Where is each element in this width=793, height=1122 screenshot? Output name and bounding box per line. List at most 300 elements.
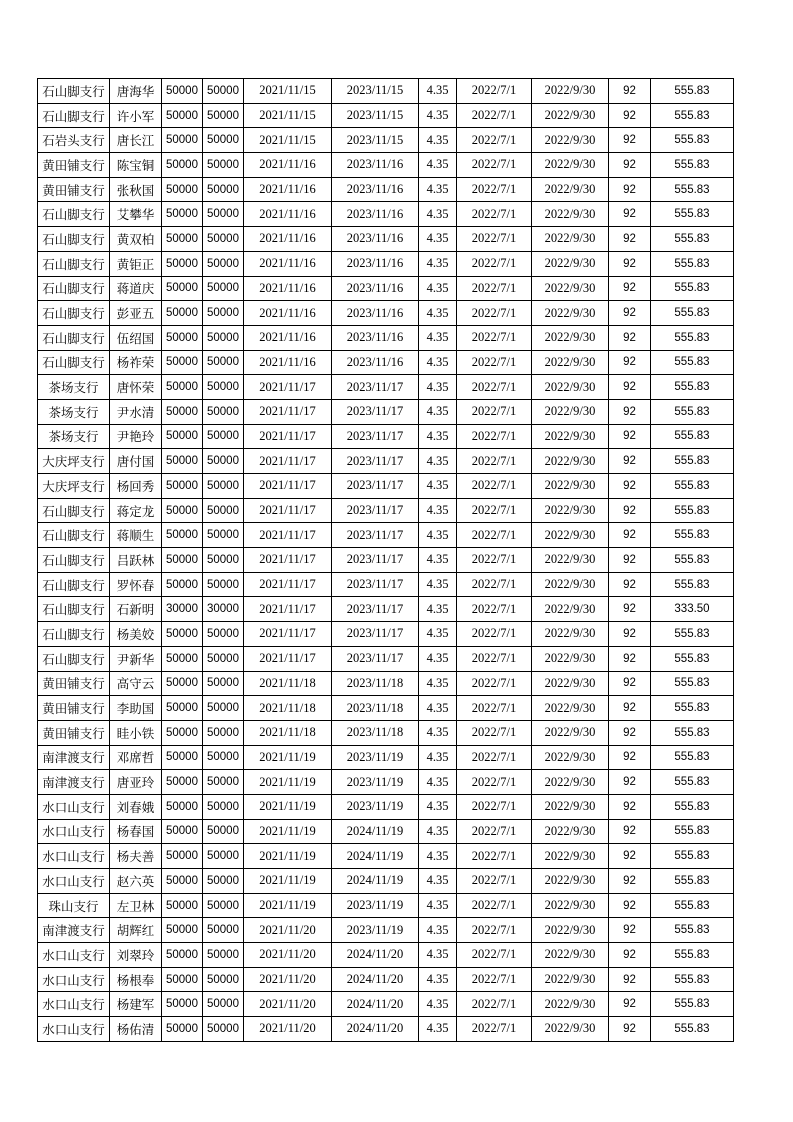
period-start-cell: 2022/7/1	[457, 572, 532, 597]
rate-cell: 4.35	[419, 103, 457, 128]
interest-cell: 555.83	[651, 350, 734, 375]
period-start-cell: 2022/7/1	[457, 227, 532, 252]
start-date-cell: 2021/11/19	[244, 819, 332, 844]
days-cell: 92	[609, 523, 651, 548]
rate-cell: 4.35	[419, 943, 457, 968]
loan-amount-cell: 50000	[162, 844, 203, 869]
customer-name-cell: 赵六英	[110, 869, 162, 894]
due-date-cell: 2023/11/17	[332, 498, 419, 523]
due-date-cell: 2023/11/17	[332, 399, 419, 424]
balance-cell: 50000	[203, 424, 244, 449]
rate-cell: 4.35	[419, 523, 457, 548]
days-cell: 92	[609, 869, 651, 894]
customer-name-cell: 黄钜正	[110, 251, 162, 276]
loan-amount-cell: 30000	[162, 597, 203, 622]
period-start-cell: 2022/7/1	[457, 770, 532, 795]
customer-name-cell: 杨夫善	[110, 844, 162, 869]
period-end-cell: 2022/9/30	[532, 399, 609, 424]
table-row	[38, 449, 734, 474]
period-end-cell: 2022/9/30	[532, 720, 609, 745]
start-date-cell: 2021/11/17	[244, 399, 332, 424]
balance-cell: 50000	[203, 301, 244, 326]
branch-cell: 大庆坪支行	[38, 474, 110, 499]
rate-cell: 4.35	[419, 177, 457, 202]
balance-cell: 50000	[203, 79, 244, 104]
rate-cell: 4.35	[419, 474, 457, 499]
customer-name-cell: 杨根奉	[110, 967, 162, 992]
interest-cell: 555.83	[651, 202, 734, 227]
due-date-cell: 2023/11/15	[332, 103, 419, 128]
table-row	[38, 276, 734, 301]
customer-name-cell: 刘翠玲	[110, 943, 162, 968]
branch-cell: 南津渡支行	[38, 770, 110, 795]
period-start-cell: 2022/7/1	[457, 720, 532, 745]
table-row	[38, 523, 734, 548]
period-start-cell: 2022/7/1	[457, 202, 532, 227]
period-end-cell: 2022/9/30	[532, 325, 609, 350]
days-cell: 92	[609, 227, 651, 252]
period-end-cell: 2022/9/30	[532, 646, 609, 671]
start-date-cell: 2021/11/19	[244, 844, 332, 869]
rate-cell: 4.35	[419, 696, 457, 721]
rate-cell: 4.35	[419, 869, 457, 894]
customer-name-cell: 石新明	[110, 597, 162, 622]
start-date-cell: 2021/11/20	[244, 992, 332, 1017]
start-date-cell: 2021/11/17	[244, 646, 332, 671]
branch-cell: 石山脚支行	[38, 79, 110, 104]
customer-name-cell: 杨佑清	[110, 1017, 162, 1042]
days-cell: 92	[609, 498, 651, 523]
balance-cell: 50000	[203, 967, 244, 992]
customer-name-cell: 李助国	[110, 696, 162, 721]
interest-cell: 555.83	[651, 399, 734, 424]
period-start-cell: 2022/7/1	[457, 967, 532, 992]
period-end-cell: 2022/9/30	[532, 696, 609, 721]
rate-cell: 4.35	[419, 424, 457, 449]
period-start-cell: 2022/7/1	[457, 276, 532, 301]
balance-cell: 50000	[203, 128, 244, 153]
days-cell: 92	[609, 375, 651, 400]
rate-cell: 4.35	[419, 153, 457, 178]
period-start-cell: 2022/7/1	[457, 893, 532, 918]
start-date-cell: 2021/11/16	[244, 202, 332, 227]
customer-name-cell: 刘春娥	[110, 794, 162, 819]
customer-name-cell: 杨春国	[110, 819, 162, 844]
table-row	[38, 202, 734, 227]
branch-cell: 水口山支行	[38, 869, 110, 894]
days-cell: 92	[609, 424, 651, 449]
customer-name-cell: 唐怀荣	[110, 375, 162, 400]
start-date-cell: 2021/11/17	[244, 449, 332, 474]
days-cell: 92	[609, 770, 651, 795]
rate-cell: 4.35	[419, 918, 457, 943]
customer-name-cell: 眭小铁	[110, 720, 162, 745]
balance-cell: 50000	[203, 153, 244, 178]
loan-amount-cell: 50000	[162, 819, 203, 844]
branch-cell: 石山脚支行	[38, 646, 110, 671]
period-start-cell: 2022/7/1	[457, 622, 532, 647]
interest-cell: 555.83	[651, 325, 734, 350]
loan-amount-cell: 50000	[162, 79, 203, 104]
table-row	[38, 375, 734, 400]
customer-name-cell: 艾攀华	[110, 202, 162, 227]
days-cell: 92	[609, 943, 651, 968]
days-cell: 92	[609, 597, 651, 622]
start-date-cell: 2021/11/16	[244, 325, 332, 350]
period-end-cell: 2022/9/30	[532, 770, 609, 795]
due-date-cell: 2023/11/19	[332, 893, 419, 918]
table-row	[38, 597, 734, 622]
days-cell: 92	[609, 622, 651, 647]
start-date-cell: 2021/11/18	[244, 696, 332, 721]
rate-cell: 4.35	[419, 745, 457, 770]
interest-cell: 555.83	[651, 449, 734, 474]
table-row	[38, 720, 734, 745]
rate-cell: 4.35	[419, 227, 457, 252]
balance-cell: 50000	[203, 498, 244, 523]
start-date-cell: 2021/11/19	[244, 745, 332, 770]
due-date-cell: 2023/11/16	[332, 350, 419, 375]
interest-cell: 555.83	[651, 992, 734, 1017]
rate-cell: 4.35	[419, 671, 457, 696]
loan-amount-cell: 50000	[162, 523, 203, 548]
balance-cell: 50000	[203, 202, 244, 227]
due-date-cell: 2024/11/20	[332, 1017, 419, 1042]
rate-cell: 4.35	[419, 597, 457, 622]
start-date-cell: 2021/11/19	[244, 869, 332, 894]
days-cell: 92	[609, 202, 651, 227]
rate-cell: 4.35	[419, 301, 457, 326]
start-date-cell: 2021/11/17	[244, 498, 332, 523]
days-cell: 92	[609, 474, 651, 499]
due-date-cell: 2023/11/16	[332, 301, 419, 326]
due-date-cell: 2023/11/16	[332, 202, 419, 227]
interest-cell: 555.83	[651, 128, 734, 153]
loan-amount-cell: 50000	[162, 794, 203, 819]
period-start-cell: 2022/7/1	[457, 745, 532, 770]
table-row	[38, 548, 734, 573]
period-end-cell: 2022/9/30	[532, 251, 609, 276]
branch-cell: 水口山支行	[38, 967, 110, 992]
due-date-cell: 2023/11/19	[332, 745, 419, 770]
balance-cell: 50000	[203, 918, 244, 943]
due-date-cell: 2023/11/15	[332, 128, 419, 153]
period-end-cell: 2022/9/30	[532, 819, 609, 844]
rate-cell: 4.35	[419, 819, 457, 844]
table-row	[38, 474, 734, 499]
interest-cell: 555.83	[651, 869, 734, 894]
rate-cell: 4.35	[419, 548, 457, 573]
rate-cell: 4.35	[419, 350, 457, 375]
customer-name-cell: 陈宝铜	[110, 153, 162, 178]
branch-cell: 石山脚支行	[38, 572, 110, 597]
due-date-cell: 2024/11/20	[332, 992, 419, 1017]
start-date-cell: 2021/11/17	[244, 622, 332, 647]
branch-cell: 石山脚支行	[38, 597, 110, 622]
table-row	[38, 844, 734, 869]
loan-amount-cell: 50000	[162, 1017, 203, 1042]
interest-cell: 555.83	[651, 943, 734, 968]
interest-cell: 555.83	[651, 844, 734, 869]
loan-amount-cell: 50000	[162, 572, 203, 597]
due-date-cell: 2023/11/18	[332, 720, 419, 745]
period-start-cell: 2022/7/1	[457, 1017, 532, 1042]
period-end-cell: 2022/9/30	[532, 375, 609, 400]
due-date-cell: 2023/11/17	[332, 424, 419, 449]
table-row	[38, 918, 734, 943]
period-end-cell: 2022/9/30	[532, 844, 609, 869]
balance-cell: 50000	[203, 399, 244, 424]
customer-name-cell: 吕跃林	[110, 548, 162, 573]
loan-amount-cell: 50000	[162, 696, 203, 721]
loan-amount-cell: 50000	[162, 498, 203, 523]
rate-cell: 4.35	[419, 794, 457, 819]
interest-cell: 555.83	[651, 720, 734, 745]
table-row	[38, 301, 734, 326]
period-end-cell: 2022/9/30	[532, 967, 609, 992]
table-row	[38, 745, 734, 770]
loan-amount-cell: 50000	[162, 967, 203, 992]
period-start-cell: 2022/7/1	[457, 251, 532, 276]
period-start-cell: 2022/7/1	[457, 177, 532, 202]
rate-cell: 4.35	[419, 498, 457, 523]
period-start-cell: 2022/7/1	[457, 498, 532, 523]
loan-amount-cell: 50000	[162, 301, 203, 326]
period-end-cell: 2022/9/30	[532, 177, 609, 202]
balance-cell: 50000	[203, 177, 244, 202]
table-row	[38, 622, 734, 647]
interest-cell: 555.83	[651, 227, 734, 252]
start-date-cell: 2021/11/17	[244, 597, 332, 622]
period-start-cell: 2022/7/1	[457, 918, 532, 943]
due-date-cell: 2023/11/16	[332, 251, 419, 276]
customer-name-cell: 伍绍国	[110, 325, 162, 350]
table-row	[38, 572, 734, 597]
period-start-cell: 2022/7/1	[457, 992, 532, 1017]
due-date-cell: 2023/11/19	[332, 770, 419, 795]
branch-cell: 黄田铺支行	[38, 671, 110, 696]
balance-cell: 50000	[203, 523, 244, 548]
balance-cell: 50000	[203, 671, 244, 696]
days-cell: 92	[609, 572, 651, 597]
due-date-cell: 2023/11/17	[332, 474, 419, 499]
table-row	[38, 992, 734, 1017]
customer-name-cell: 尹水清	[110, 399, 162, 424]
interest-cell: 555.83	[651, 794, 734, 819]
days-cell: 92	[609, 103, 651, 128]
period-start-cell: 2022/7/1	[457, 325, 532, 350]
rate-cell: 4.35	[419, 967, 457, 992]
due-date-cell: 2023/11/17	[332, 523, 419, 548]
due-date-cell: 2023/11/16	[332, 177, 419, 202]
due-date-cell: 2024/11/19	[332, 869, 419, 894]
period-start-cell: 2022/7/1	[457, 819, 532, 844]
loan-amount-cell: 50000	[162, 474, 203, 499]
days-cell: 92	[609, 276, 651, 301]
due-date-cell: 2024/11/20	[332, 967, 419, 992]
loan-amount-cell: 50000	[162, 449, 203, 474]
days-cell: 92	[609, 153, 651, 178]
period-end-cell: 2022/9/30	[532, 498, 609, 523]
days-cell: 92	[609, 745, 651, 770]
days-cell: 92	[609, 548, 651, 573]
branch-cell: 南津渡支行	[38, 918, 110, 943]
table-row	[38, 1017, 734, 1042]
interest-cell: 555.83	[651, 153, 734, 178]
balance-cell: 50000	[203, 449, 244, 474]
balance-cell: 50000	[203, 819, 244, 844]
start-date-cell: 2021/11/20	[244, 918, 332, 943]
days-cell: 92	[609, 399, 651, 424]
loan-amount-cell: 50000	[162, 548, 203, 573]
branch-cell: 石山脚支行	[38, 276, 110, 301]
period-end-cell: 2022/9/30	[532, 597, 609, 622]
customer-name-cell: 蒋顺生	[110, 523, 162, 548]
balance-cell: 50000	[203, 325, 244, 350]
rate-cell: 4.35	[419, 893, 457, 918]
table-row	[38, 869, 734, 894]
period-start-cell: 2022/7/1	[457, 696, 532, 721]
period-start-cell: 2022/7/1	[457, 424, 532, 449]
interest-cell: 555.83	[651, 819, 734, 844]
rate-cell: 4.35	[419, 770, 457, 795]
loan-amount-cell: 50000	[162, 720, 203, 745]
customer-name-cell: 彭亚五	[110, 301, 162, 326]
branch-cell: 茶场支行	[38, 375, 110, 400]
balance-cell: 50000	[203, 745, 244, 770]
start-date-cell: 2021/11/16	[244, 276, 332, 301]
interest-cell: 555.83	[651, 622, 734, 647]
branch-cell: 黄田铺支行	[38, 153, 110, 178]
due-date-cell: 2023/11/19	[332, 794, 419, 819]
customer-name-cell: 罗怀春	[110, 572, 162, 597]
branch-cell: 石山脚支行	[38, 350, 110, 375]
balance-cell: 50000	[203, 350, 244, 375]
period-end-cell: 2022/9/30	[532, 276, 609, 301]
period-end-cell: 2022/9/30	[532, 572, 609, 597]
rate-cell: 4.35	[419, 572, 457, 597]
start-date-cell: 2021/11/16	[244, 350, 332, 375]
table-row	[38, 79, 734, 104]
start-date-cell: 2021/11/19	[244, 770, 332, 795]
balance-cell: 50000	[203, 1017, 244, 1042]
start-date-cell: 2021/11/19	[244, 893, 332, 918]
period-start-cell: 2022/7/1	[457, 79, 532, 104]
period-end-cell: 2022/9/30	[532, 794, 609, 819]
due-date-cell: 2023/11/17	[332, 622, 419, 647]
customer-name-cell: 左卫林	[110, 893, 162, 918]
table-row	[38, 128, 734, 153]
loan-amount-cell: 50000	[162, 622, 203, 647]
balance-cell: 50000	[203, 770, 244, 795]
loan-amount-cell: 50000	[162, 943, 203, 968]
period-end-cell: 2022/9/30	[532, 202, 609, 227]
balance-cell: 50000	[203, 622, 244, 647]
loan-amount-cell: 50000	[162, 869, 203, 894]
rate-cell: 4.35	[419, 399, 457, 424]
rate-cell: 4.35	[419, 128, 457, 153]
branch-cell: 黄田铺支行	[38, 177, 110, 202]
table-row	[38, 646, 734, 671]
interest-cell: 555.83	[651, 918, 734, 943]
due-date-cell: 2024/11/20	[332, 943, 419, 968]
period-end-cell: 2022/9/30	[532, 301, 609, 326]
branch-cell: 珠山支行	[38, 893, 110, 918]
rate-cell: 4.35	[419, 202, 457, 227]
table-row	[38, 153, 734, 178]
rate-cell: 4.35	[419, 646, 457, 671]
loan-amount-cell: 50000	[162, 375, 203, 400]
days-cell: 92	[609, 251, 651, 276]
rate-cell: 4.35	[419, 79, 457, 104]
start-date-cell: 2021/11/15	[244, 103, 332, 128]
days-cell: 92	[609, 720, 651, 745]
loan-amount-cell: 50000	[162, 893, 203, 918]
period-start-cell: 2022/7/1	[457, 301, 532, 326]
days-cell: 92	[609, 794, 651, 819]
table-row	[38, 350, 734, 375]
due-date-cell: 2023/11/17	[332, 572, 419, 597]
start-date-cell: 2021/11/18	[244, 671, 332, 696]
customer-name-cell: 杨回秀	[110, 474, 162, 499]
loan-amount-cell: 50000	[162, 153, 203, 178]
period-end-cell: 2022/9/30	[532, 548, 609, 573]
due-date-cell: 2023/11/16	[332, 325, 419, 350]
due-date-cell: 2023/11/16	[332, 153, 419, 178]
start-date-cell: 2021/11/20	[244, 943, 332, 968]
days-cell: 92	[609, 844, 651, 869]
period-start-cell: 2022/7/1	[457, 943, 532, 968]
interest-cell: 555.83	[651, 548, 734, 573]
loan-amount-cell: 50000	[162, 227, 203, 252]
due-date-cell: 2023/11/16	[332, 227, 419, 252]
branch-cell: 茶场支行	[38, 424, 110, 449]
table-row	[38, 671, 734, 696]
interest-cell: 555.83	[651, 251, 734, 276]
days-cell: 92	[609, 992, 651, 1017]
table-row	[38, 227, 734, 252]
period-start-cell: 2022/7/1	[457, 153, 532, 178]
days-cell: 92	[609, 449, 651, 474]
customer-name-cell: 杨建军	[110, 992, 162, 1017]
period-start-cell: 2022/7/1	[457, 103, 532, 128]
balance-cell: 50000	[203, 992, 244, 1017]
days-cell: 92	[609, 128, 651, 153]
days-cell: 92	[609, 301, 651, 326]
table-row	[38, 325, 734, 350]
customer-name-cell: 邓席哲	[110, 745, 162, 770]
period-end-cell: 2022/9/30	[532, 992, 609, 1017]
interest-cell: 555.83	[651, 103, 734, 128]
period-start-cell: 2022/7/1	[457, 449, 532, 474]
period-end-cell: 2022/9/30	[532, 350, 609, 375]
rate-cell: 4.35	[419, 449, 457, 474]
customer-name-cell: 张秋国	[110, 177, 162, 202]
table-row	[38, 103, 734, 128]
balance-cell: 50000	[203, 474, 244, 499]
period-start-cell: 2022/7/1	[457, 474, 532, 499]
branch-cell: 石岩头支行	[38, 128, 110, 153]
period-end-cell: 2022/9/30	[532, 103, 609, 128]
loan-amount-cell: 50000	[162, 671, 203, 696]
balance-cell: 50000	[203, 943, 244, 968]
table-row	[38, 251, 734, 276]
balance-cell: 50000	[203, 869, 244, 894]
table-row	[38, 498, 734, 523]
table-row	[38, 819, 734, 844]
branch-cell: 水口山支行	[38, 992, 110, 1017]
interest-cell: 555.83	[651, 696, 734, 721]
